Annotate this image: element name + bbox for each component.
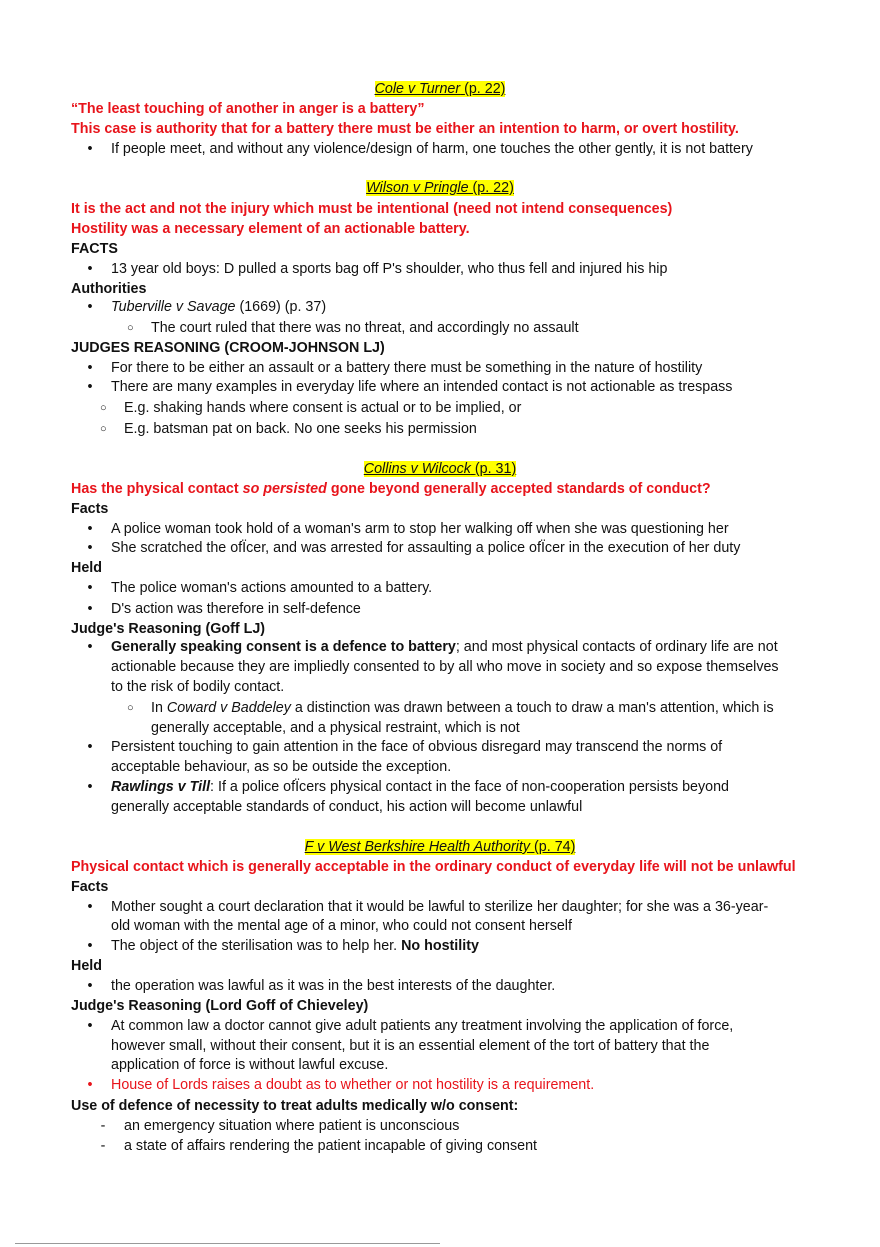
bullet-icon: • bbox=[87, 779, 93, 795]
collins-question bbox=[71, 479, 711, 499]
list-item bbox=[87, 936, 479, 956]
list-item-text: D's action was therefore in self-defence bbox=[111, 601, 361, 617]
list-item-text: At common law a doctor cannot give adult patients any treatment involving the application of force, bbox=[111, 1018, 734, 1034]
dash-bullet-icon: - bbox=[100, 1138, 106, 1154]
held-heading: Held bbox=[71, 560, 102, 576]
reasoning-heading: Judge's Reasoning (Lord Goff of Chieveley) bbox=[71, 998, 369, 1014]
list-item-text: A police woman took hold of a woman's arm to stop her walking off when she was questioning her bbox=[111, 521, 729, 537]
list-item-red bbox=[87, 1075, 595, 1095]
list-item-continuation: old woman with the mental age of a minor, who could not consent herself bbox=[111, 918, 572, 934]
list-item-continuation: generally acceptable, and a physical restraint, which is not bbox=[151, 720, 520, 736]
case-title: Cole v Turner bbox=[374, 81, 461, 97]
list-item-text: For there to be either an assault or a battery there must be something in the nature of hostility bbox=[111, 360, 703, 376]
necessity-heading: Use of defence of necessity to treat adults medically w/o consent: bbox=[71, 1098, 519, 1114]
list-item-text: She scratched the ofÏcer, and was arrested for assaulting a police ofÏcer in the execution of her duty bbox=[111, 540, 741, 556]
list-item-text: Persistent touching to gain attention in the face of obvious disregard may transcend the norms of bbox=[111, 739, 723, 755]
list-item-text: House of Lords raises a doubt as to whether or not hostility is a requirement. bbox=[111, 1077, 595, 1093]
list-item-text: the operation was lawful as it was in the best interests of the daughter. bbox=[111, 978, 556, 994]
dash-list-item bbox=[100, 1116, 460, 1136]
bold-text: Generally speaking consent is a defence to battery bbox=[111, 639, 456, 655]
bullet-icon: • bbox=[87, 540, 93, 556]
case-name: Tuberville v Savage bbox=[111, 299, 236, 315]
list-item-text: In bbox=[151, 700, 167, 716]
facts-heading: Facts bbox=[71, 879, 109, 895]
bullet-icon: • bbox=[87, 938, 93, 954]
sub-list-item bbox=[100, 419, 477, 439]
circle-bullet-icon: ○ bbox=[100, 423, 107, 435]
list-item-text: The court ruled that there was no threat, and accordingly no assault bbox=[151, 320, 579, 336]
heading-f-v-west-berkshire bbox=[0, 837, 880, 857]
circle-bullet-icon: ○ bbox=[100, 402, 107, 414]
page-ref: (p. 22) bbox=[464, 81, 506, 97]
dash-bullet-icon: - bbox=[100, 1118, 106, 1134]
list-item-text: a distinction was drawn between a touch to draw a man's attention, which is bbox=[290, 700, 774, 716]
dash-list-item bbox=[100, 1136, 538, 1156]
page-ref: (p. 31) bbox=[474, 461, 517, 477]
list-item bbox=[87, 1016, 734, 1036]
reasoning-heading: JUDGES REASONING (CROOM-JOHNSON LJ) bbox=[71, 340, 385, 356]
case-name: Coward v Baddeley bbox=[166, 700, 291, 716]
list-item bbox=[87, 777, 730, 797]
list-item bbox=[87, 637, 778, 657]
list-item bbox=[87, 358, 703, 378]
case-citation: (1669) (p. 37) bbox=[235, 299, 327, 315]
heading-collins-v-wilcock bbox=[0, 459, 880, 479]
list-item bbox=[87, 538, 741, 558]
list-item-continuation: acceptable behaviour, as so be outside the exception. bbox=[111, 759, 452, 775]
list-item-text: E.g. batsman pat on back. No one seeks his permission bbox=[124, 421, 477, 437]
page-ref: (p. 74) bbox=[534, 839, 576, 855]
list-item bbox=[87, 897, 769, 917]
circle-bullet-icon: ○ bbox=[127, 702, 134, 714]
reasoning-heading: Judge's Reasoning (Goff LJ) bbox=[71, 621, 266, 637]
list-item-text: E.g. shaking hands where consent is actual or to be implied, or bbox=[124, 400, 522, 416]
list-item bbox=[87, 519, 729, 539]
heading-cole-v-turner bbox=[0, 79, 880, 99]
list-item-text: There are many examples in everyday life where an intended contact is not actionable as trespass bbox=[111, 379, 733, 395]
bullet-icon: • bbox=[87, 379, 93, 395]
bold-text: No hostility bbox=[401, 938, 479, 954]
list-item-text: : If a police ofÏcers physical contact in the face of non-cooperation persists beyond bbox=[210, 779, 730, 795]
case-title: Wilson v Pringle bbox=[366, 180, 469, 196]
question-text: Has the physical contact bbox=[71, 481, 243, 497]
list-item-text: a state of affairs rendering the patient incapable of giving consent bbox=[124, 1138, 538, 1154]
list-item-text: The police woman's actions amounted to a battery. bbox=[111, 580, 433, 596]
cole-authority: This case is authority that for a battery there must be either an intention to harm, or overt hostility. bbox=[71, 121, 739, 137]
list-item-continuation: to the risk of bodily contact. bbox=[111, 679, 285, 695]
bullet-icon: • bbox=[87, 1077, 93, 1093]
list-item-text: Mother sought a court declaration that it would be lawful to sterilize her daughter; for she was a 36-year- bbox=[111, 899, 769, 915]
bullet-icon: • bbox=[87, 299, 93, 315]
list-item-text: If people meet, and without any violence/design of harm, one touches the other gently, it is not battery bbox=[111, 141, 753, 157]
bullet-icon: • bbox=[87, 899, 93, 915]
list-item bbox=[87, 578, 433, 598]
wilson-red-1: It is the act and not the injury which must be intentional (need not intend consequences) bbox=[71, 201, 673, 217]
bullet-icon: • bbox=[87, 580, 93, 596]
list-item-continuation: actionable because they are impliedly consented to by all who move in society and so expose themselves bbox=[111, 659, 779, 675]
case-name: Rawlings v Till bbox=[111, 779, 211, 795]
cole-quote: “The least touching of another in anger is a battery” bbox=[71, 101, 425, 117]
list-item-text: ; and most physical contacts of ordinary life are not bbox=[455, 639, 778, 655]
case-title: F v West Berkshire Health Authority bbox=[304, 839, 531, 855]
list-item-text: 13 year old boys: D pulled a sports bag off P's shoulder, who thus fell and injured his hip bbox=[111, 261, 668, 277]
list-item-text: The object of the sterilisation was to help her. bbox=[111, 938, 402, 954]
question-text: gone beyond generally accepted standards of conduct? bbox=[326, 481, 711, 497]
fwb-red: Physical contact which is generally acceptable in the ordinary conduct of everyday life will not be unlawful bbox=[71, 859, 796, 875]
footer-divider bbox=[15, 1243, 440, 1244]
sub-list-item bbox=[127, 698, 774, 718]
list-item-continuation: generally acceptable standards of conduct, his action will become unlawful bbox=[111, 799, 583, 815]
bullet-icon: • bbox=[87, 601, 93, 617]
bullet-icon: • bbox=[87, 978, 93, 994]
list-item bbox=[87, 139, 753, 159]
authorities-heading: Authorities bbox=[71, 281, 147, 297]
circle-bullet-icon: ○ bbox=[127, 322, 134, 334]
bullet-icon: • bbox=[87, 360, 93, 376]
question-emphasis: so persisted bbox=[242, 481, 327, 497]
bullet-icon: • bbox=[87, 639, 93, 655]
list-item-continuation: however small, without their consent, but it is an essential element of the tort of battery that the bbox=[111, 1038, 710, 1054]
bullet-icon: • bbox=[87, 521, 93, 537]
held-heading: Held bbox=[71, 958, 102, 974]
list-item bbox=[87, 737, 723, 757]
facts-heading: FACTS bbox=[71, 241, 118, 257]
bullet-icon: • bbox=[87, 141, 93, 157]
list-item bbox=[87, 297, 327, 317]
wilson-red-2: Hostility was a necessary element of an actionable battery. bbox=[71, 221, 470, 237]
case-title: Collins v Wilcock bbox=[363, 461, 471, 477]
list-item bbox=[87, 599, 361, 619]
sub-list-item bbox=[127, 318, 579, 338]
list-item bbox=[87, 377, 733, 397]
heading-wilson-v-pringle bbox=[0, 178, 880, 198]
list-item bbox=[87, 259, 668, 279]
list-item-continuation: application of force is without lawful excuse. bbox=[111, 1057, 389, 1073]
facts-heading: Facts bbox=[71, 501, 109, 517]
sub-list-item bbox=[100, 398, 522, 418]
list-item-text: an emergency situation where patient is unconscious bbox=[124, 1118, 460, 1134]
list-item bbox=[87, 976, 556, 996]
bullet-icon: • bbox=[87, 739, 93, 755]
page-ref: (p. 22) bbox=[472, 180, 514, 196]
bullet-icon: • bbox=[87, 261, 93, 277]
bullet-icon: • bbox=[87, 1018, 93, 1034]
